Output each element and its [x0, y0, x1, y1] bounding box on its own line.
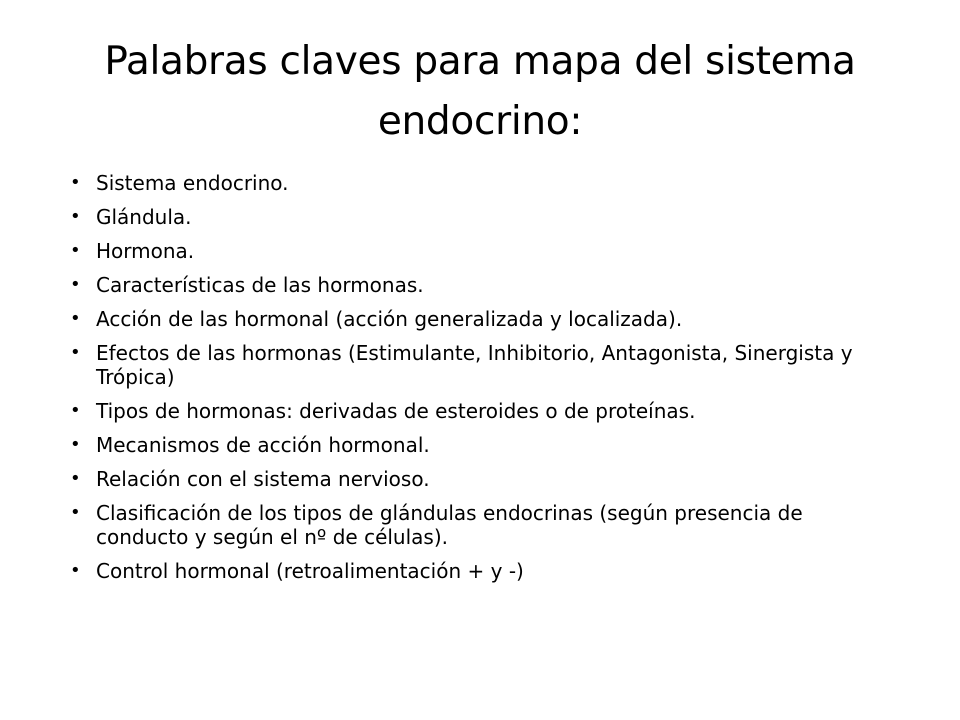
list-item-text: Características de las hormonas.: [96, 273, 424, 297]
list-item: [70, 559, 900, 583]
list-item-text: Hormona.: [96, 239, 195, 263]
list-item-text: Glándula.: [96, 205, 192, 229]
bullet-list: [70, 171, 900, 593]
bullet-icon: •: [70, 308, 81, 329]
list-item-text: Efectos de las hormonas (Estimulante, Inhibitorio, Antagonista, Sinergista y Trópica): [96, 341, 853, 389]
list-item: [70, 205, 900, 229]
list-item-text: Tipos de hormonas: derivadas de esteroides o de proteínas.: [96, 399, 696, 423]
slide-title: Palabras claves para mapa del sistema endocrino:: [104, 39, 856, 144]
list-item: [70, 239, 900, 263]
list-item: [70, 273, 900, 297]
list-item-text: Acción de las hormonal (acción generalizada y localizada).: [96, 307, 683, 331]
list-item: [70, 433, 900, 457]
bullet-icon: •: [70, 400, 81, 421]
list-item: [70, 467, 900, 491]
list-item: [70, 171, 900, 195]
bullet-icon: •: [70, 274, 81, 295]
list-item: [70, 307, 900, 331]
bullet-icon: •: [70, 172, 81, 193]
bullet-icon: •: [70, 206, 81, 227]
list-item: [70, 341, 900, 389]
list-item-text: Sistema endocrino.: [96, 171, 289, 195]
list-item: [70, 399, 900, 423]
bullet-icon: •: [70, 468, 81, 489]
bullet-icon: •: [70, 342, 81, 363]
list-item-text: Relación con el sistema nervioso.: [96, 467, 430, 491]
list-item-text: Control hormonal (retroalimentación + y -): [96, 559, 524, 583]
bullet-icon: •: [70, 434, 81, 455]
bullet-icon: •: [70, 560, 81, 581]
bullet-icon: •: [70, 240, 81, 261]
list-item-text: Mecanismos de acción hormonal.: [96, 433, 430, 457]
list-item-text: Clasificación de los tipos de glándulas endocrinas (según presencia de conducto y según el nº de células).: [96, 501, 803, 549]
bullet-icon: •: [70, 502, 81, 523]
list-item: [70, 501, 900, 549]
